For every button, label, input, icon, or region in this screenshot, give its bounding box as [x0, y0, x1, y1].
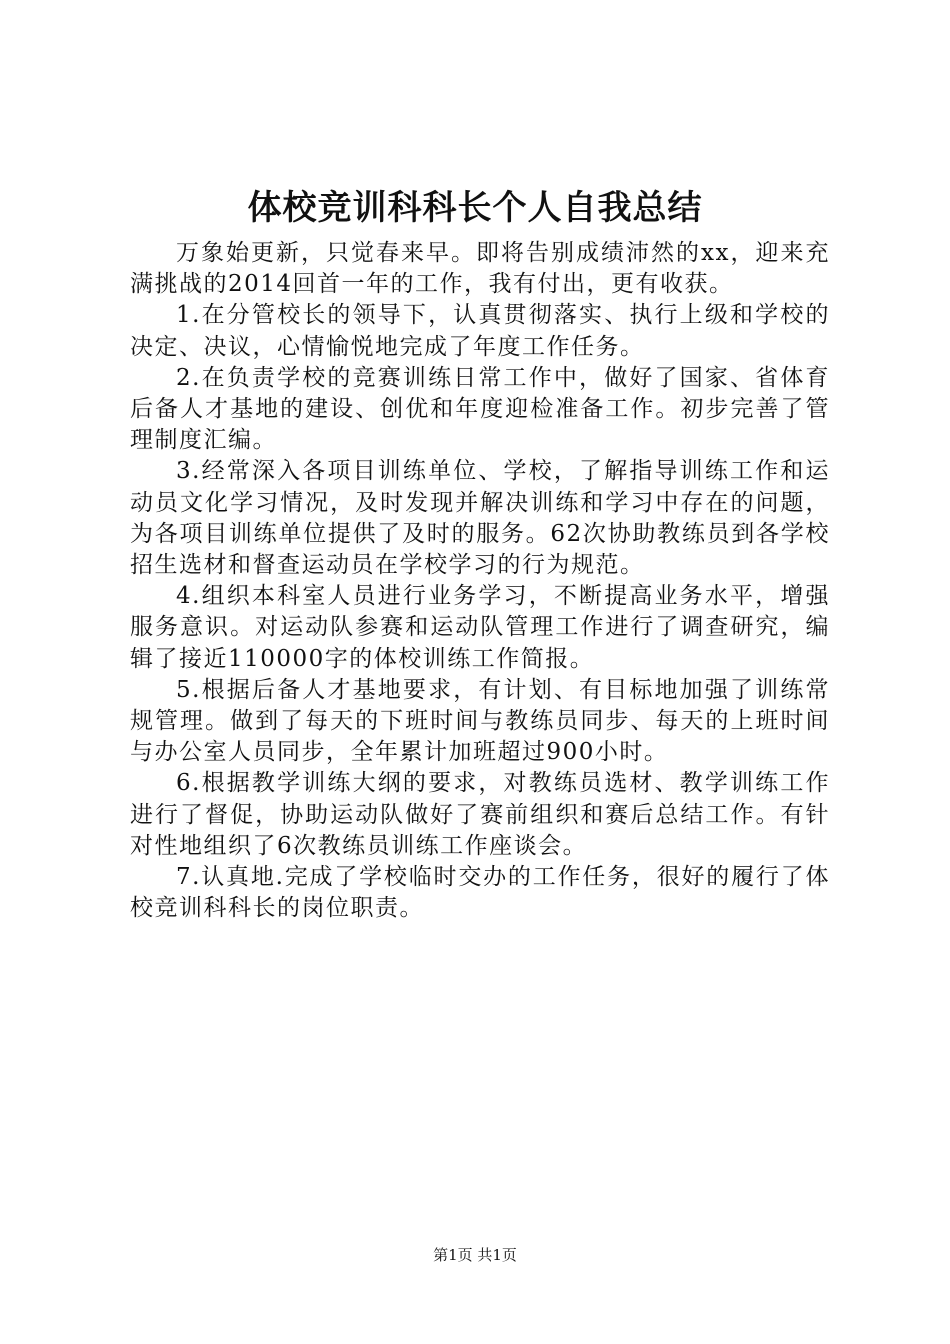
paragraph-item-2: 2.在负责学校的竞赛训练日常工作中，做好了国家、省体育后备人才基地的建设、创优和年度迎检准备工作。初步完善了管理制度汇编。 — [130, 364, 830, 454]
page-number-footer: 第1页 共1页 — [433, 1246, 517, 1264]
paragraph-item-5: 5.根据后备人才基地要求，有计划、有目标地加强了训练常规管理。做到了每天的下班时间与教练员同步、每天的上班时间与办公室人员同步，全年累计加班超过900小时。 — [130, 676, 830, 766]
paragraph-item-6: 6.根据教学训练大纲的要求，对教练员选材、教学训练工作进行了督促，协助运动队做好了赛前组织和赛后总结工作。有针对性地组织了6次教练员训练工作座谈会。 — [130, 770, 830, 859]
paragraph-intro: 万象始更新，只觉春来早。即将告别成绩沛然的xx，迎来充满挑战的2014回首一年的工作，我有付出，更有收获。 — [130, 240, 830, 298]
document-body — [130, 238, 830, 924]
paragraph-item-7: 7.认真地.完成了学校临时交办的工作任务，很好的履行了体校竞训科科长的岗位职责。 — [130, 864, 830, 922]
document-title: 体校竞训科科长个人自我总结 — [247, 188, 703, 228]
paragraph-item-3: 3.经常深入各项目训练单位、学校，了解指导训练工作和运动员文化学习情况，及时发现并解决训练和学习中存在的问题，为各项目训练单位提供了及时的服务。62次协助教练员到各学校招生选材和督查运动员在学校学习的行为规范。 — [130, 458, 830, 579]
paragraph-item-1: 1.在分管校长的领导下，认真贯彻落实、执行上级和学校的决定、决议，心情愉悦地完成了年度工作任务。 — [130, 302, 830, 360]
paragraph-item-4: 4.组织本科室人员进行业务学习，不断提高业务水平，增强服务意识。对运动队参赛和运动队管理工作进行了调查研究，编辑了接近110000字的体校训练工作简报。 — [130, 583, 830, 672]
